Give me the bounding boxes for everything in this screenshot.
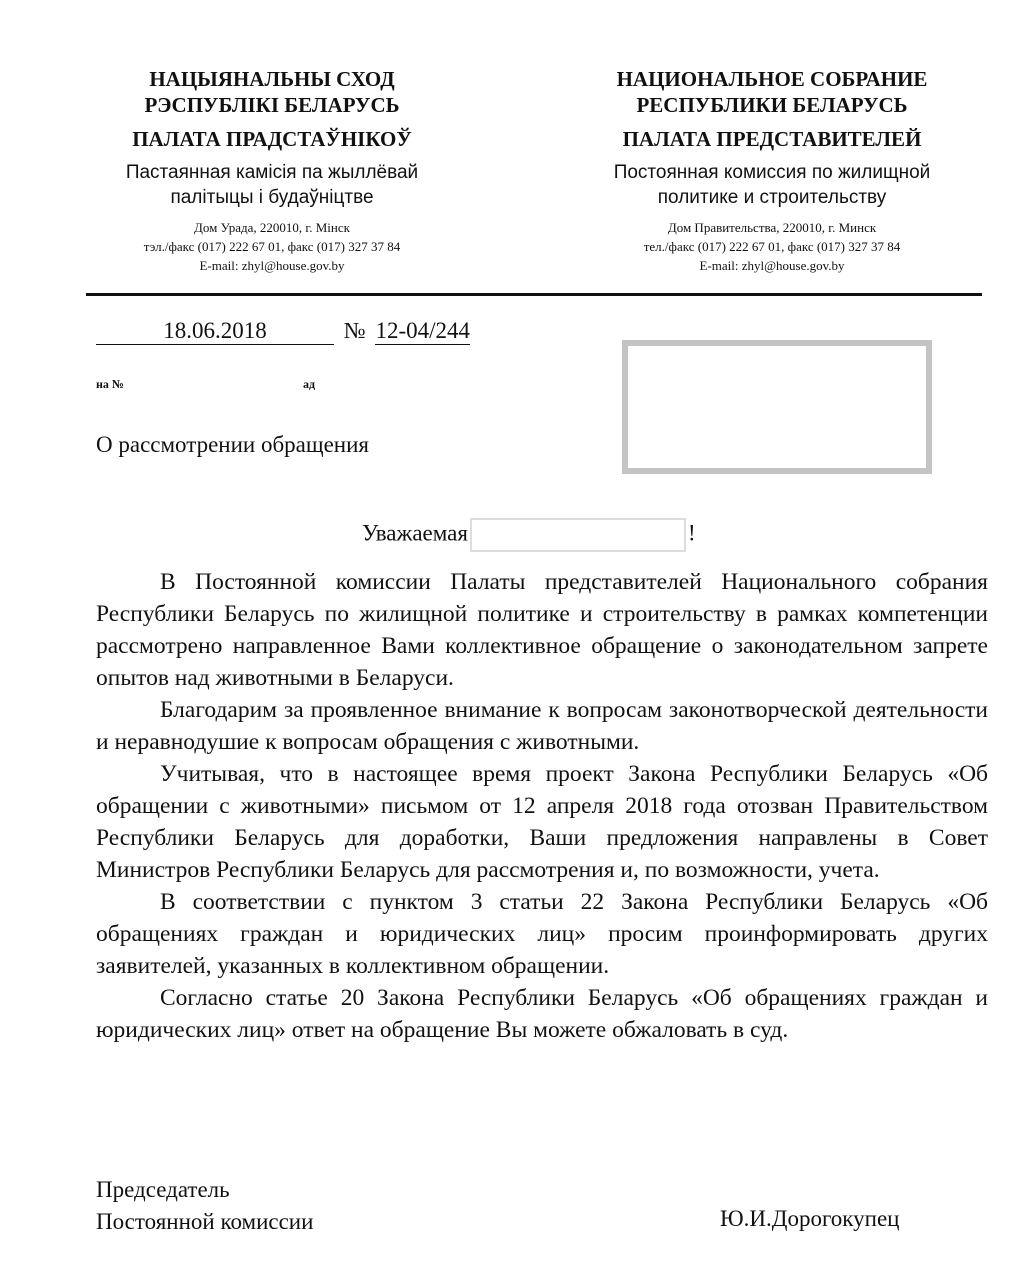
- from-label: ад: [302, 377, 316, 391]
- reply-reference: [96, 377, 315, 392]
- chamber-name: ПАЛАТА ПРАДСТАЎНІКОЎ: [132, 127, 412, 151]
- paragraph: Согласно статье 20 Закона Республики Беларусь «Об обращениях граждан и юридических лиц» ответ на обращение Вы можете обжаловать в суд.: [96, 985, 988, 1043]
- greeting-suffix: !: [687, 520, 696, 546]
- letterhead-russian: [552, 66, 992, 275]
- address: Дом Урада, 220010, г. Мінск: [194, 220, 350, 235]
- paragraph: В Постоянной комиссии Палаты представителей Национального собрания Республики Беларусь по жилищной политике и строительству в рамках компетенции рассмотрено направленное Вами коллективное обращение о законодательном запрете опытов над животными в Беларуси.: [96, 569, 988, 691]
- paragraph: Благодарим за проявленное внимание к вопросам законотворческой деятельности и неравнодушие к вопросам обращения с животными.: [96, 697, 988, 755]
- redacted-recipient-address: [622, 340, 932, 474]
- assembly-name: НАЦИОНАЛЬНОЕ СОБРАНИЕ: [616, 67, 928, 91]
- address: Дом Правительства, 220010, г. Минск: [667, 220, 877, 235]
- chamber-name: ПАЛАТА ПРЕДСТАВИТЕЛЕЙ: [622, 127, 922, 151]
- letter-date: 18.06.2018: [96, 318, 334, 345]
- paragraph: В соответствии с пунктом 3 статьи 22 Закона Республики Беларусь «Об обращениях граждан и юридических лиц» просим проинформировать других заявителей, указанных в коллективном обращении.: [96, 889, 988, 979]
- phone: тел./факс (017) 222 67 01, факс (017) 327 37 84: [643, 239, 901, 254]
- republic-name: РЕСПУБЛИКИ БЕЛАРУСЬ: [636, 93, 908, 117]
- greeting: [362, 518, 696, 552]
- subject: О рассмотрении обращения: [96, 432, 369, 457]
- republic-name: РЭСПУБЛІКІ БЕЛАРУСЬ: [144, 93, 400, 117]
- commission-line-2: политике и строительству: [657, 187, 887, 208]
- greeting-prefix: Уважаемая: [362, 520, 468, 546]
- assembly-name: НАЦЫЯНАЛЬНЫ СХОД: [149, 67, 395, 91]
- signatory-title-2: Постоянной комиссии: [96, 1209, 314, 1234]
- letterhead-belarusian: [52, 66, 492, 275]
- number-label: №: [343, 318, 366, 343]
- paragraph: Учитывая, что в настоящее время проект Закона Республики Беларусь «Об обращении с животными» письмом от 12 апреля 2018 года отозван Правительством Республики Беларусь для доработки, Ваши предложения направлены в Совет Министров Республики Беларусь для рассмотрения и, по возможности, учета.: [96, 761, 988, 883]
- commission-line-1: Пастаянная камісія па жыллёвай: [125, 162, 419, 183]
- reply-to-label: на №: [96, 377, 124, 391]
- letter-body: [96, 566, 988, 1046]
- signatory-title-1: Председатель: [96, 1177, 230, 1202]
- header-divider: [86, 293, 982, 296]
- email: E-mail: zhyl@house.gov.by: [199, 258, 345, 273]
- commission-line-1: Постоянная комиссия по жилищной: [613, 162, 931, 183]
- redacted-recipient-name: [470, 518, 686, 552]
- signatory-name: Ю.И.Дорогокупец: [720, 1206, 900, 1231]
- commission-line-2: палітыцы і будаўніцтве: [170, 187, 374, 208]
- email: E-mail: zhyl@house.gov.by: [699, 258, 845, 273]
- letter-number: 12-04/244: [375, 318, 471, 343]
- phone: тэл./факс (017) 222 67 01, факс (017) 327 37 84: [143, 239, 401, 254]
- signatory-title: [96, 1174, 313, 1238]
- date-number-line: [96, 318, 470, 345]
